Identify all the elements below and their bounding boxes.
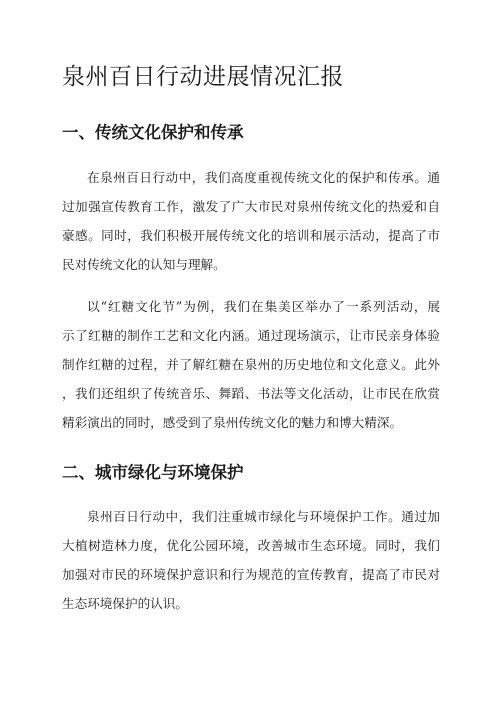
paragraph-line: 制作红糖的过程，并了解红糖在泉州的历史地位和文化意义。此外 (62, 357, 440, 372)
section-2-paragraph-1 (62, 502, 440, 618)
paragraph-line: 加强对市民的环境保护意识和行为规范的宣传教育，提高了市民对 (62, 567, 440, 582)
paragraph-line: 生态环境保护的认识。 (62, 596, 188, 611)
section-1-paragraph-1 (62, 163, 440, 279)
paragraph-line: 在泉州百日行动中，我们高度重视传统文化的保护和传承。通 (87, 170, 440, 185)
paragraph-line: 大植树造林力度，优化公园环境，改善城市生态环境。同时，我们 (62, 538, 440, 553)
section-heading-1: 一、传统文化保护和传承 (62, 123, 244, 142)
paragraph-line: 过加强宣传教育工作，激发了广大市民对泉州传统文化的热爱和自 (62, 199, 440, 214)
section-1-paragraph-2 (62, 292, 440, 437)
paragraph-line: 豪感。同时，我们积极开展传统文化的培训和展示活动，提高了市 (62, 228, 440, 243)
paragraph-line: ，我们还组织了传统音乐、舞蹈、书法等文化活动，让市民在欣赏 (62, 386, 440, 401)
paragraph-line: 泉州百日行动中，我们注重城市绿化与环境保护工作。通过加 (87, 509, 440, 524)
paragraph-line: 精彩演出的同时，感受到了泉州传统文化的魅力和博大精深。 (62, 415, 403, 430)
document-title: 泉州百日行动进展情况汇报 (62, 64, 344, 90)
paragraph-line: 民对传统文化的认知与理解。 (62, 257, 226, 272)
section-heading-2: 二、城市绿化与环境保护 (62, 463, 244, 482)
paragraph-line: 示了红糖的制作工艺和文化内涵。通过现场演示，让市民亲身体验 (62, 328, 440, 343)
paragraph-line: 以“红糖文化节”为例，我们在集美区举办了一系列活动，展 (87, 299, 440, 314)
